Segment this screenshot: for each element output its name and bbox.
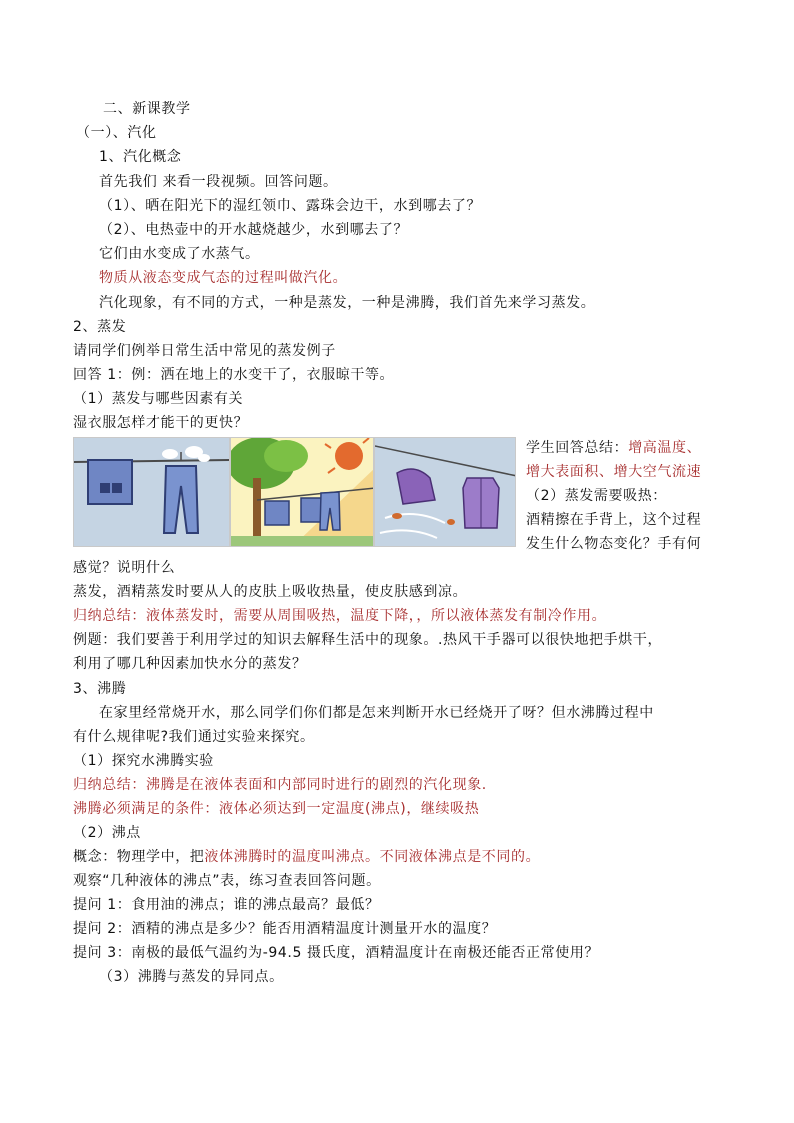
topic-heading: 3、沸腾 bbox=[73, 681, 127, 697]
paragraph: 它们由水变成了水蒸气。 bbox=[99, 246, 260, 262]
side-text-1-label: 学生回答总结： bbox=[526, 440, 629, 456]
definition-text: 物质从液态变成气态的过程叫做汽化。 bbox=[99, 270, 348, 286]
concept-emphasis: 液体沸腾时的温度叫沸点。不同液体沸点是不同的。 bbox=[204, 849, 541, 865]
question-1: （1）、晒在阳光下的湿红领巾、露珠会边干，水到哪去了？ bbox=[99, 198, 482, 214]
question-text: 提问 3：南极的最低气温约为-94.5 摄氏度，酒精温度计在南极还能否正常使用？ bbox=[73, 945, 600, 961]
example-text-continued: 利用了哪几种因素加快水分的蒸发？ bbox=[73, 656, 307, 672]
clothes-drying-indoor-panel bbox=[73, 437, 230, 547]
concept-label: 概念：物理学中，把 bbox=[73, 849, 205, 865]
subtopic-heading: （1）蒸发与哪些因素有关 bbox=[73, 391, 244, 407]
paragraph: 回答 1：例：洒在地上的水变干了，衣服晾干等。 bbox=[73, 367, 395, 383]
paragraph: 观察“几种液体的沸点”表，练习查表回答问题。 bbox=[73, 873, 381, 889]
clothes-drying-illustration bbox=[73, 437, 516, 547]
topic-heading: 1、汽化概念 bbox=[99, 149, 182, 165]
concept-text bbox=[73, 847, 540, 867]
example-text: 例题：我们要善于利用学过的知识去解释生活中的现象。.热风干手器可以很快地把手烘干， bbox=[73, 632, 663, 648]
question-text: 提问 1：食用油的沸点；谁的沸点最高？最低？ bbox=[73, 897, 380, 913]
paragraph: 湿衣服怎样才能干的更快？ bbox=[73, 415, 249, 431]
subtopic-heading: （3）沸腾与蒸发的异同点。 bbox=[99, 969, 284, 985]
side-text-5: 发生什么物态变化？手有何 bbox=[526, 536, 702, 552]
question-2: （2）、电热壶中的开水越烧越少，水到哪去了？ bbox=[99, 222, 409, 238]
summary-text: 归纳总结：液体蒸发时，需要从周围吸热，温度下降，，所以液体蒸发有制冷作用。 bbox=[73, 608, 607, 624]
paragraph: 汽化现象，有不同的方式，一种是蒸发，一种是沸腾，我们首先来学习蒸发。 bbox=[99, 295, 596, 311]
subtopic-heading: （2）沸点 bbox=[73, 825, 141, 841]
summary-text: 归纳总结：沸腾是在液体表面和内部同时进行的剧烈的汽化现象. bbox=[73, 777, 487, 793]
paragraph: 蒸发，酒精蒸发时要从人的皮肤上吸收热量，使皮肤感到凉。 bbox=[73, 584, 468, 600]
question-text: 提问 2：酒精的沸点是多少？能否用酒精温度计测量开水的温度？ bbox=[73, 921, 497, 937]
clothes-drying-in-wind-panel bbox=[374, 437, 516, 547]
side-text-1 bbox=[526, 438, 701, 458]
paragraph: 请同学们例举日常生活中常见的蒸发例子 bbox=[73, 343, 336, 359]
subtopic-heading: （1）探究水沸腾实验 bbox=[73, 753, 214, 769]
paragraph: 首先我们 来看一段视频。回答问题。 bbox=[99, 174, 338, 190]
section-heading: 二、新课教学 bbox=[103, 101, 191, 117]
side-text-4: 酒精擦在手背上，这个过程 bbox=[526, 512, 702, 528]
subsection-heading: （一）、汽化 bbox=[76, 125, 157, 141]
side-text-1-emphasis: 增高温度、 bbox=[628, 440, 702, 456]
side-text-3: （2）蒸发需要吸热： bbox=[526, 488, 667, 504]
clothes-drying-in-sun-panel bbox=[230, 437, 374, 547]
paragraph: 在家里经常烧开水，那么同学们你们都是怎来判断开水已经烧开了呀？但水沸腾过程中 bbox=[99, 705, 654, 721]
paragraph-continued: 有什么规律呢?我们通过实验来探究。 bbox=[73, 729, 315, 745]
topic-heading: 2、蒸发 bbox=[73, 319, 127, 335]
condition-text: 沸腾必须满足的条件：液体必须达到一定温度(沸点)，继续吸热 bbox=[73, 801, 480, 817]
side-text-2: 增大表面积、增大空气流速 bbox=[526, 464, 702, 480]
paragraph: 感觉？说明什么 bbox=[73, 560, 176, 576]
